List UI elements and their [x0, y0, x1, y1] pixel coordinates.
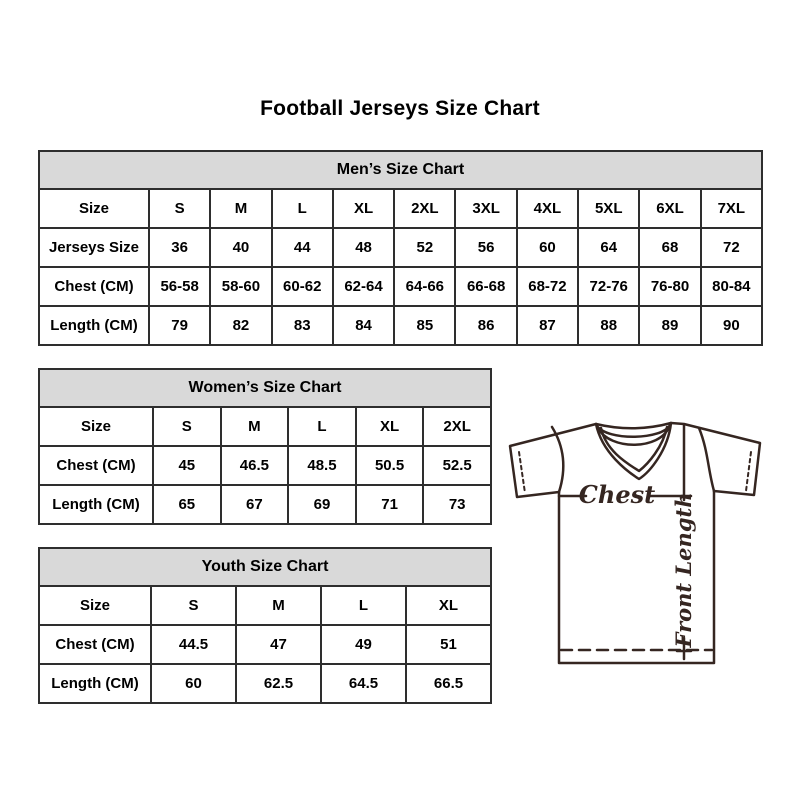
- table-title-row: [39, 369, 491, 407]
- table-cell: 47: [236, 625, 321, 664]
- row-label: Chest (CM): [39, 267, 149, 306]
- table-cell: 64.5: [321, 664, 406, 703]
- row-label: Size: [39, 407, 153, 446]
- table-cell: 65: [153, 485, 221, 524]
- table-cell: 83: [272, 306, 333, 345]
- table-cell: 51: [406, 625, 491, 664]
- table-cell: 3XL: [455, 189, 516, 228]
- womens-size-table: [38, 368, 492, 525]
- table-row: [39, 407, 491, 446]
- table-cell: 68: [639, 228, 700, 267]
- table-cell: M: [210, 189, 271, 228]
- table-cell: 50.5: [356, 446, 424, 485]
- table-row: [39, 485, 491, 524]
- table-cell: 56: [455, 228, 516, 267]
- table-cell: 68-72: [517, 267, 578, 306]
- table-cell: S: [153, 407, 221, 446]
- table-cell: 72-76: [578, 267, 639, 306]
- table-cell: 48.5: [288, 446, 356, 485]
- table-cell: 66.5: [406, 664, 491, 703]
- table-cell: 62.5: [236, 664, 321, 703]
- row-label: Chest (CM): [39, 446, 153, 485]
- table-cell: 67: [221, 485, 289, 524]
- table-cell: L: [288, 407, 356, 446]
- jersey-measurement-diagram: [495, 410, 775, 670]
- table-cell: 44: [272, 228, 333, 267]
- table-cell: M: [221, 407, 289, 446]
- table-cell: 45: [153, 446, 221, 485]
- mens-size-table: [38, 150, 763, 346]
- table-cell: 76-80: [639, 267, 700, 306]
- table-cell: 79: [149, 306, 210, 345]
- table-cell: 52.5: [423, 446, 491, 485]
- table-cell: 58-60: [210, 267, 271, 306]
- table-cell: 56-58: [149, 267, 210, 306]
- row-label: Size: [39, 586, 151, 625]
- table-cell: 60: [151, 664, 236, 703]
- table-cell: 52: [394, 228, 455, 267]
- table-cell: 64-66: [394, 267, 455, 306]
- youth-size-table: [38, 547, 492, 704]
- table-cell: 6XL: [639, 189, 700, 228]
- page-title: Football Jerseys Size Chart: [260, 97, 540, 120]
- table-cell: 62-64: [333, 267, 394, 306]
- table-row: [39, 267, 762, 306]
- table-cell: L: [321, 586, 406, 625]
- jersey-left-armhole-seam: [552, 427, 563, 492]
- jersey-left-cuff-dashed-line: [519, 452, 525, 493]
- table-row: [39, 228, 762, 267]
- front-length-label: Front Length: [671, 492, 696, 648]
- table-cell: 46.5: [221, 446, 289, 485]
- table-row: [39, 586, 491, 625]
- table-cell: 60-62: [272, 267, 333, 306]
- table-cell: 2XL: [423, 407, 491, 446]
- table-title: Women’s Size Chart: [39, 369, 491, 407]
- table-cell: 66-68: [455, 267, 516, 306]
- row-label: Length (CM): [39, 306, 149, 345]
- table-cell: 73: [423, 485, 491, 524]
- table-cell: 86: [455, 306, 516, 345]
- table-cell: S: [151, 586, 236, 625]
- table-cell: 64: [578, 228, 639, 267]
- table-cell: 90: [701, 306, 762, 345]
- row-label: Size: [39, 189, 149, 228]
- table-cell: 89: [639, 306, 700, 345]
- table-cell: 44.5: [151, 625, 236, 664]
- table-cell: 49: [321, 625, 406, 664]
- table-row: [39, 664, 491, 703]
- table-row: [39, 189, 762, 228]
- table-cell: 48: [333, 228, 394, 267]
- row-label: Length (CM): [39, 485, 153, 524]
- table-cell: 60: [517, 228, 578, 267]
- table-title: Youth Size Chart: [39, 548, 491, 586]
- table-cell: 36: [149, 228, 210, 267]
- table-cell: L: [272, 189, 333, 228]
- table-cell: 88: [578, 306, 639, 345]
- table-cell: 80-84: [701, 267, 762, 306]
- table-title-row: [39, 151, 762, 189]
- table-cell: 82: [210, 306, 271, 345]
- table-cell: XL: [356, 407, 424, 446]
- jersey-right-armhole-seam: [699, 428, 714, 491]
- table-cell: 5XL: [578, 189, 639, 228]
- table-row: [39, 306, 762, 345]
- table-cell: 87: [517, 306, 578, 345]
- row-label: Length (CM): [39, 664, 151, 703]
- table-cell: 4XL: [517, 189, 578, 228]
- table-cell: M: [236, 586, 321, 625]
- jersey-right-cuff-dashed-line: [746, 452, 751, 491]
- table-cell: 85: [394, 306, 455, 345]
- table-cell: XL: [406, 586, 491, 625]
- table-cell: 71: [356, 485, 424, 524]
- table-cell: 84: [333, 306, 394, 345]
- table-cell: XL: [333, 189, 394, 228]
- table-cell: S: [149, 189, 210, 228]
- jersey-collar-opening: [596, 423, 671, 428]
- table-cell: 40: [210, 228, 271, 267]
- table-title-row: [39, 548, 491, 586]
- row-label: Chest (CM): [39, 625, 151, 664]
- table-cell: 72: [701, 228, 762, 267]
- table-title: Men’s Size Chart: [39, 151, 762, 189]
- table-row: [39, 446, 491, 485]
- table-cell: 69: [288, 485, 356, 524]
- table-row: [39, 625, 491, 664]
- table-cell: 2XL: [394, 189, 455, 228]
- chest-label: Chest: [578, 480, 656, 509]
- table-cell: 7XL: [701, 189, 762, 228]
- row-label: Jerseys Size: [39, 228, 149, 267]
